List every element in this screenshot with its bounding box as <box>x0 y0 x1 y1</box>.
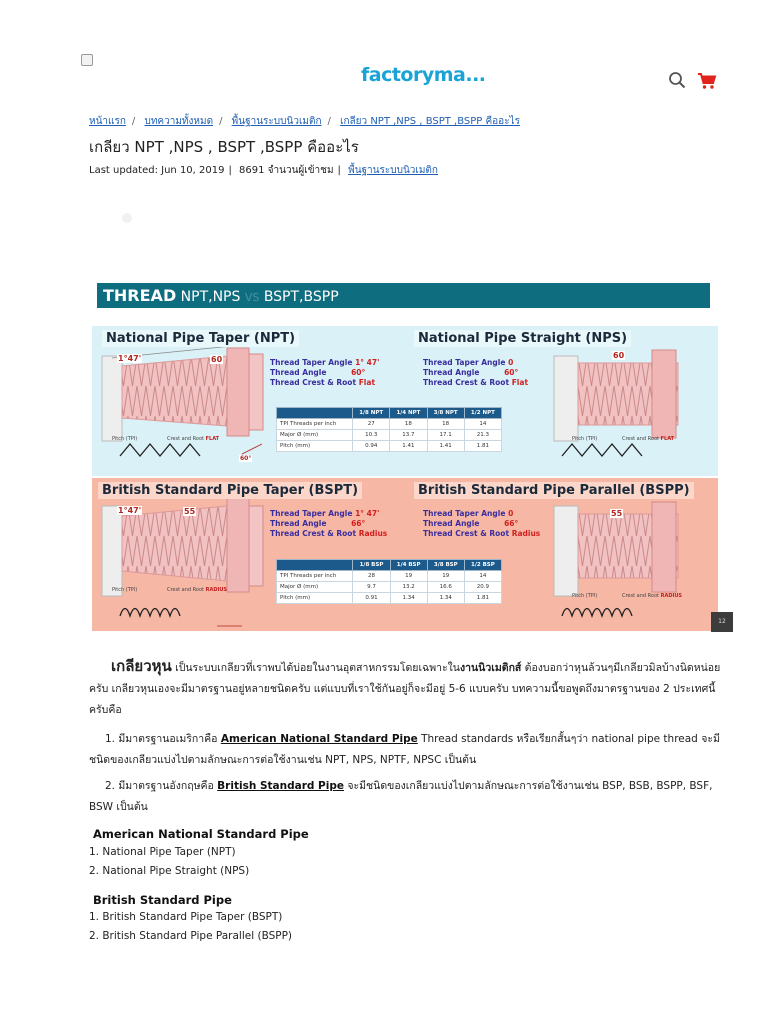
npt-size-table: 1/8 NPT 1/4 NPT 3/8 NPT 1/2 NPT TPI Threads per inch 27 18 18 14 Major Ø (mm) 10.3 13.7 17.1 21.3 Pitch (mm) 0.94 1.41 1.41 1.81 <box>276 407 502 452</box>
table-row: Major Ø (mm) 10.3 13.7 17.1 21.3 <box>277 430 502 441</box>
menu-toggle-checkbox[interactable] <box>81 54 93 66</box>
british-heading: British Standard Pipe <box>93 893 232 907</box>
bspt-specs: Thread Taper Angle 1° 47' Thread Angle 66° Thread Crest & Root Radius <box>270 509 388 538</box>
american-heading: American National Standard Pipe <box>93 827 309 841</box>
breadcrumb-category-link[interactable]: พื้นฐานระบบนิวเมติก <box>231 116 322 127</box>
npt-small-angle: 60° <box>240 455 252 462</box>
header-part1: NPT,NPS <box>180 289 241 305</box>
search-icon[interactable] <box>668 71 686 89</box>
intro-lead: เกลียวหุน <box>111 657 172 675</box>
breadcrumb-separator: / <box>327 116 331 127</box>
breadcrumb-home-link[interactable]: หน้าแรก <box>89 116 126 127</box>
bspp-specs: Thread Taper Angle 0 Thread Angle 66° Thread Crest & Root Radius <box>423 509 541 538</box>
category-link[interactable]: พื้นฐานระบบนิวเมติก <box>348 165 438 176</box>
british-standard-link[interactable]: British Standard Pipe <box>217 780 344 792</box>
nps-pitch-label: Pitch (TPI) <box>572 436 598 442</box>
bspt-pitch-label: Pitch (TPI) <box>112 587 138 593</box>
breadcrumb <box>89 114 520 129</box>
bspp-pitch-label: Pitch (TPI) <box>572 593 598 599</box>
bspt-title: British Standard Pipe Taper (BSPT) <box>98 482 362 499</box>
cart-icon[interactable] <box>697 72 717 90</box>
bspt-thread-drawing <box>102 498 263 626</box>
bspt-crest-marker: 55 <box>184 507 196 516</box>
header-vs: VS <box>244 291 260 304</box>
header-part2: BSPT,BSPP <box>263 289 339 305</box>
bspp-title: British Standard Pipe Parallel (BSPP) <box>414 482 694 499</box>
npt-crest-label: Crest and Root FLAT <box>167 436 220 442</box>
article-meta: Last updated: Jun 10, 2019 | 8691 จำนวนผู้เข้าชม | พื้นฐานระบบนิวเมติก <box>89 165 438 176</box>
table-row: Pitch (mm) 0.91 1.34 1.34 1.81 <box>277 593 502 604</box>
header-thread: THREAD <box>103 286 177 305</box>
table-row: Major Ø (mm) 9.7 13.2 16.6 20.9 <box>277 582 502 593</box>
image-page-badge: 12 <box>711 612 733 632</box>
loading-placeholder <box>122 213 132 223</box>
bspt-crest-label: Crest and Root RADIUS <box>167 587 227 593</box>
nps-crest-marker: 60 <box>613 351 625 360</box>
nps-specs: Thread Taper Angle 0 Thread Angle 60° Thread Crest & Root Flat <box>423 358 529 387</box>
breadcrumb-separator: / <box>219 116 223 127</box>
npt-specs: Thread Taper Angle 1° 47' Thread Angle 60° Thread Crest & Root Flat <box>270 358 380 387</box>
table-row: TPI Threads per inch 27 18 18 14 <box>277 419 502 430</box>
page-title: เกลียว NPT ,NPS , BSPT ,BSPP คืออะไร <box>89 138 359 156</box>
bspp-crest-marker: 55 <box>611 509 623 518</box>
nps-crest-label: Crest and Root FLAT <box>622 436 675 442</box>
list-item: 2. National Pipe Straight (NPS) <box>89 865 250 877</box>
point-1: 1. มีมาตรฐานอเมริกาคือ American National Standard Pipe Thread standards หรือเรียกสั้นๆว่า national pipe thread จะมีชนิดของเกลียวแบ่งไปตามลักษณะการต่อใช้งานเช่น NPT, NPS, NPTF, NPSC เป็นต้น <box>89 733 720 766</box>
npt-pitch-label: Pitch (TPI) <box>112 436 138 442</box>
bsp-size-table: 1/8 BSP 1/4 BSP 3/8 BSP 1/2 BSP TPI Threads per inch 28 19 19 14 Major Ø (mm) 9.7 13.2 16.6 20.9 Pitch (mm) 0.91 1.34 1.34 1.81 <box>276 559 502 604</box>
american-standard-link[interactable]: American National Standard Pipe <box>220 733 418 745</box>
bspt-angle-marker: 1°47' <box>118 506 142 515</box>
bspp-crest-label: Crest and Root RADIUS <box>622 593 682 599</box>
table-row: Pitch (mm) 0.94 1.41 1.41 1.81 <box>277 441 502 452</box>
intro-paragraph: เกลียวหุน เป็นระบบเกลียวที่เราพบได้บ่อยในงานอุตสาหกรรมโดยเฉพาะในงานนิวเมติกส์ ต้องบอกว่าหุนล้วนๆมีเกลียวมิลบ้างนิดหน่อยครับ เกลียวหุนเองจะมีมาตรฐานอยู่หลายชนิดครับ แต่แบบที่เราใช้กันอยู่ก็จะมีอยู่ 5-6 แบบครับ บทความนี้ขอพูดถึงมาตรฐานของ 2 ประเทศนี้ครับคือ <box>89 657 721 716</box>
last-updated: Last updated: Jun 10, 2019 <box>89 165 225 176</box>
thread-infographic <box>92 283 718 631</box>
breadcrumb-current-link[interactable]: เกลียว NPT ,NPS , BSPT ,BSPP คืออะไร <box>340 116 520 127</box>
intro-bold-term: งานนิวเมติกส์ <box>459 662 522 674</box>
list-item: 1. National Pipe Taper (NPT) <box>89 846 236 858</box>
npt-crest-marker: 60 <box>211 355 223 364</box>
table-row: TPI Threads per inch 28 19 19 14 <box>277 571 502 582</box>
npt-angle-marker: 1°47' <box>118 354 142 363</box>
breadcrumb-articles-link[interactable]: บทความทั้งหมด <box>144 116 214 127</box>
infographic-header <box>97 283 710 308</box>
list-item: 2. British Standard Pipe Parallel (BSPP) <box>89 930 293 942</box>
site-logo[interactable]: factoryma... <box>361 64 486 86</box>
nps-title: National Pipe Straight (NPS) <box>414 330 631 347</box>
list-item: 1. British Standard Pipe Taper (BSPT) <box>89 911 283 923</box>
view-count: 8691 จำนวนผู้เข้าชม <box>239 165 334 176</box>
breadcrumb-separator: / <box>131 116 136 127</box>
point-2: 2. มีมาตรฐานอังกฤษคือ British Standard Pipe จะมีชนิดของเกลียวแบ่งไปตามลักษณะการต่อใช้งานเช่น BSP, BSB, BSPP, BSF, BSW เป็นต้น <box>89 780 713 813</box>
npt-title: National Pipe Taper (NPT) <box>102 330 299 347</box>
